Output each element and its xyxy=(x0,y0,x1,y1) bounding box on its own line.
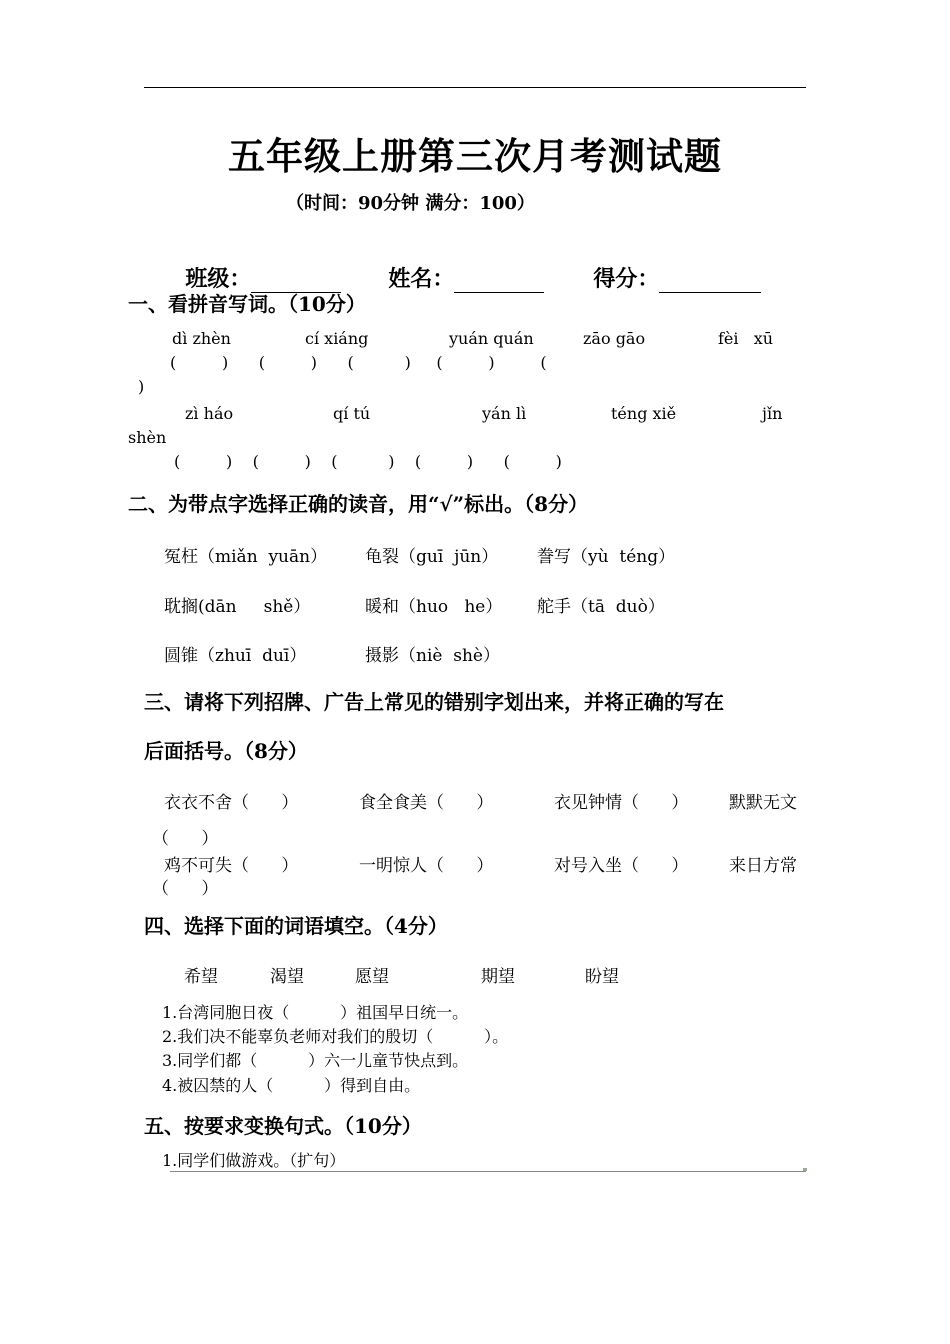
class-label: 班级： xyxy=(185,266,252,292)
typo-item: 默默无文 xyxy=(729,793,797,813)
pinyin-item: jǐn xyxy=(762,404,783,423)
typo-item: 食全食美（ ） xyxy=(359,793,494,813)
section4-heading: 四、选择下面的词语填空。（4分） xyxy=(144,914,448,938)
section3-heading-cont: 后面括号。（8分） xyxy=(144,739,308,763)
typo-item: 衣衣不舍（ ） xyxy=(164,793,299,813)
reading-choice: 暖和（huo he） xyxy=(365,597,503,617)
section5-heading: 五、按要求变换句式。（10分） xyxy=(144,1114,422,1138)
reading-choice: 摄影（niè shè） xyxy=(365,646,500,666)
word-option: 希望 xyxy=(184,967,218,987)
answer-parentheses: ( ) ( ) ( ) ( ) ( ) xyxy=(174,452,562,471)
reading-choice: 耽搁(dān shě） xyxy=(164,597,311,617)
reading-choice: 龟裂（guī jūn） xyxy=(365,547,499,567)
score-field xyxy=(578,236,761,293)
typo-item: （ ） xyxy=(152,829,219,849)
name-label: 姓名： xyxy=(388,266,455,292)
name-blank xyxy=(454,270,544,293)
word-option: 期望 xyxy=(481,967,515,987)
sentence-item: 1.同学们做游戏。（扩句） xyxy=(162,1151,346,1170)
pinyin-item: fèi xū xyxy=(718,329,774,348)
word-option: 愿望 xyxy=(355,967,389,987)
page-title: 五年级上册第三次月考测试题 xyxy=(228,134,722,178)
pinyin-item: zāo gāo xyxy=(583,329,646,348)
pinyin-item: dì zhèn xyxy=(172,329,231,348)
reading-choice: 冤枉（miǎn yuān） xyxy=(164,547,328,567)
score-blank xyxy=(659,270,761,293)
typo-item: 对号入坐（ ） xyxy=(554,856,689,876)
word-option: 盼望 xyxy=(585,967,619,987)
reading-choice: 舵手（tā duò） xyxy=(537,597,665,617)
pinyin-item: cí xiáng xyxy=(305,329,369,348)
pinyin-item: shèn xyxy=(128,428,167,447)
reading-choice: 誊写（yù téng） xyxy=(537,547,676,567)
exam-time-score: （时间：90分钟 满分：100） xyxy=(286,193,535,214)
typo-item: （ ） xyxy=(152,879,219,899)
score-label: 得分： xyxy=(593,266,660,292)
scan-mark xyxy=(803,1168,807,1171)
pinyin-item: yuán quán xyxy=(449,329,534,348)
typo-item: 鸡不可失（ ） xyxy=(164,856,299,876)
fill-in-item: 1.台湾同胞日夜（ ）祖国早日统一。 xyxy=(162,1003,469,1022)
name-field xyxy=(373,236,544,293)
top-rule xyxy=(144,87,806,88)
answer-line xyxy=(170,1171,806,1172)
typo-item: 衣见钟情（ ） xyxy=(554,793,689,813)
section3-heading: 三、请将下列招牌、广告上常见的错别字划出来，并将正确的写在 xyxy=(144,690,724,714)
answer-parentheses: ) xyxy=(138,377,145,396)
pinyin-item: zì háo xyxy=(185,404,234,423)
section1-heading: 一、看拼音写词。（10分） xyxy=(128,292,366,316)
fill-in-item: 4.被囚禁的人（ ）得到自由。 xyxy=(162,1076,421,1095)
typo-item: 一明惊人（ ） xyxy=(359,856,494,876)
word-option: 渴望 xyxy=(270,967,304,987)
pinyin-item: téng xiě xyxy=(611,404,677,423)
pinyin-item: yán lì xyxy=(482,404,527,423)
typo-item: 来日方常 xyxy=(729,856,797,876)
class-field xyxy=(170,236,341,293)
section2-heading: 二、为带点字选择正确的读音，用“√”标出。（8分） xyxy=(128,492,589,516)
pinyin-item: qí tú xyxy=(333,404,371,423)
fill-in-item: 2.我们决不能辜负老师对我们的殷切（ ）。 xyxy=(162,1027,509,1046)
fill-in-item: 3.同学们都（ ）六一儿童节快点到。 xyxy=(162,1051,469,1070)
answer-parentheses: ( ) ( ) ( ) ( ) ( xyxy=(170,353,547,372)
reading-choice: 圆锥（zhuī duī） xyxy=(164,646,307,666)
